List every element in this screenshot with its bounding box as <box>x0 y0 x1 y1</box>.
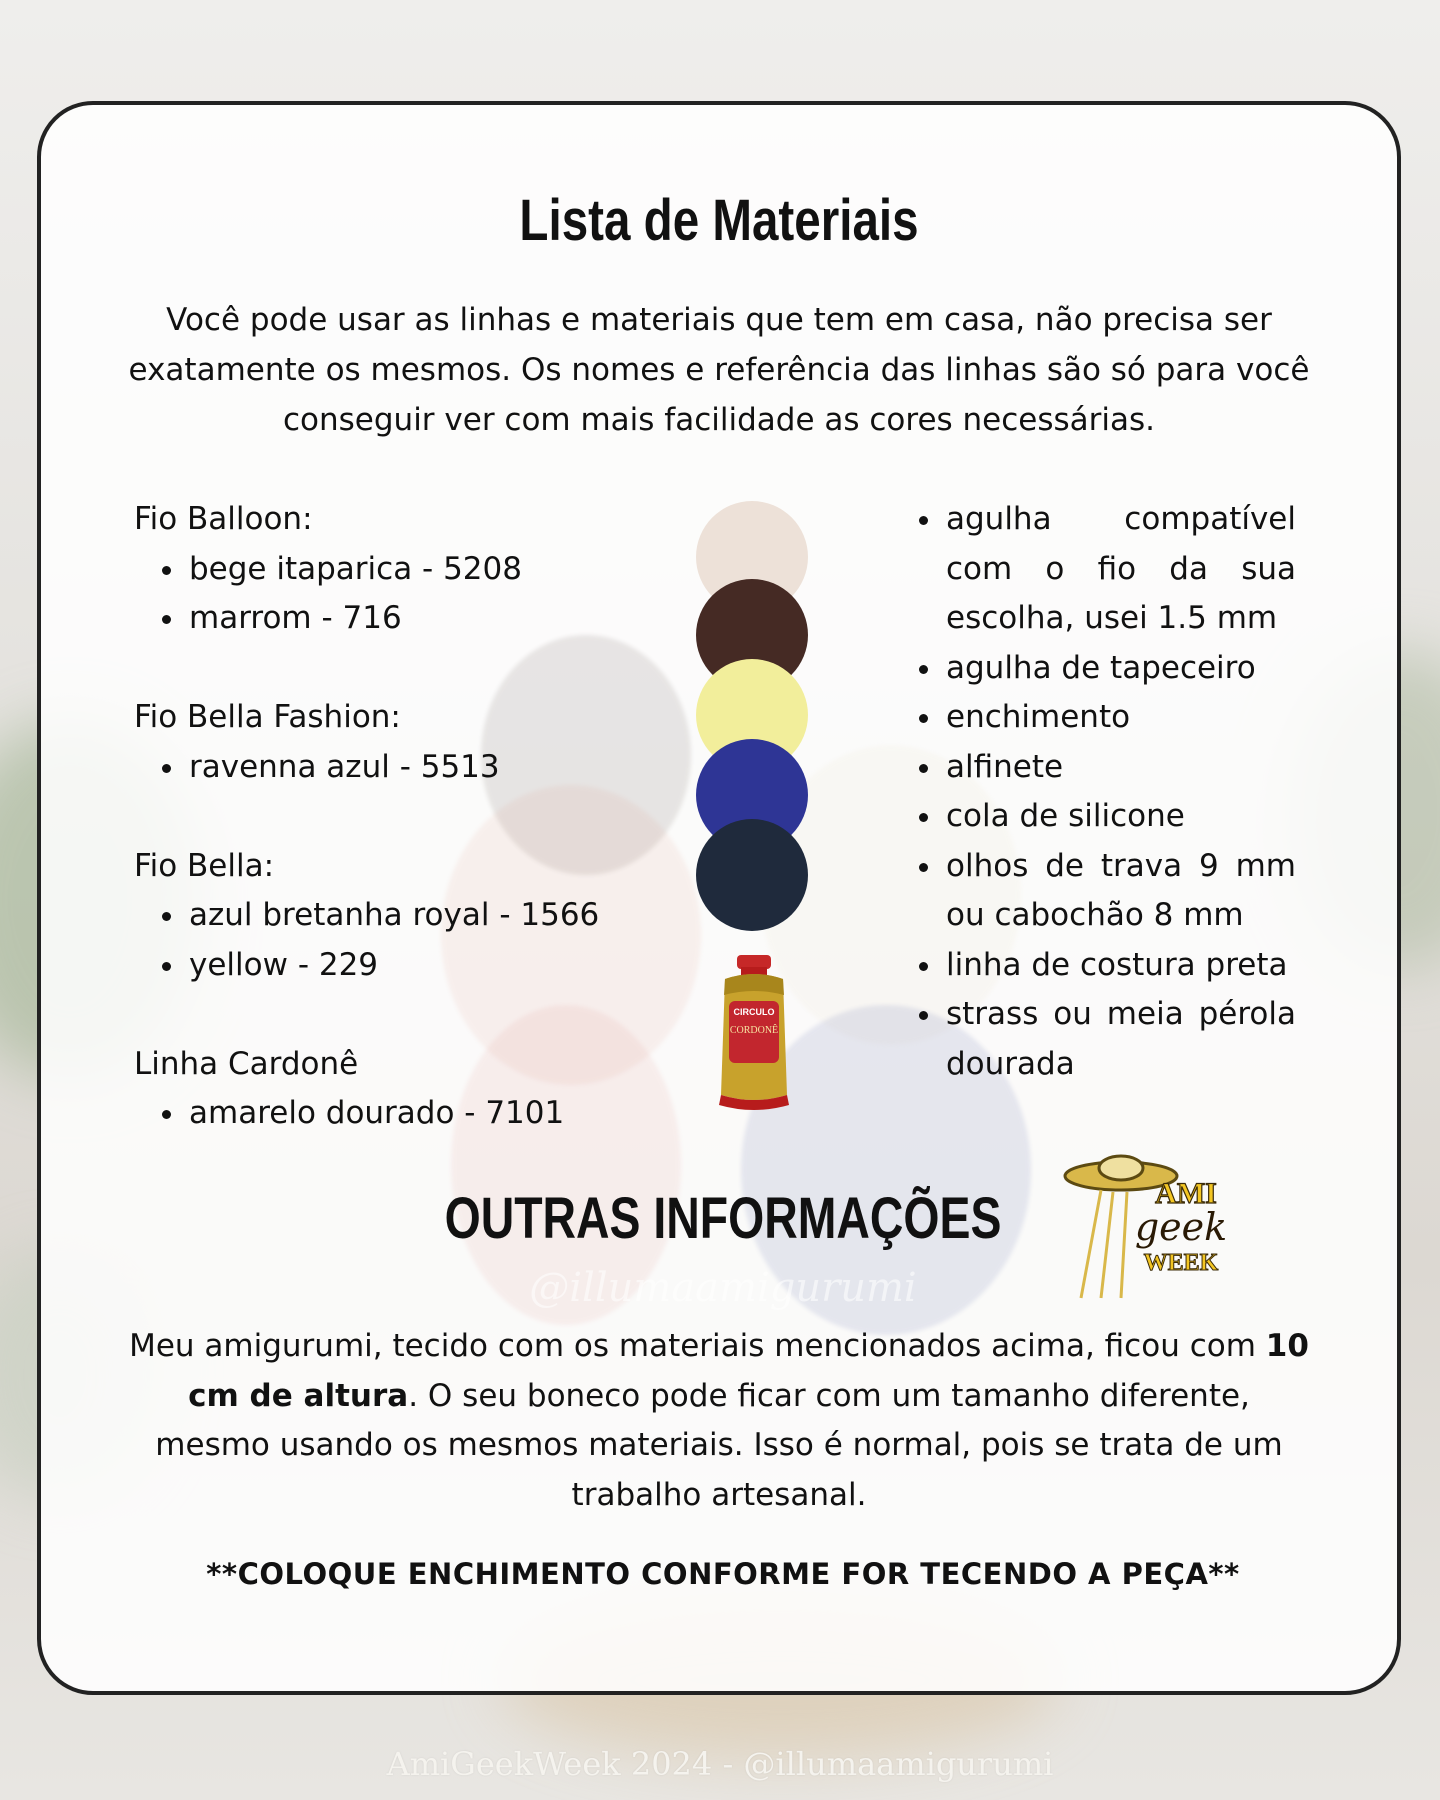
info-highlight: 10 cm de altura <box>188 1328 1309 1414</box>
list-item: marrom - 716 <box>189 594 694 644</box>
color-swatches <box>696 501 810 941</box>
list-item: linha de costura preta <box>946 941 1296 991</box>
spool-name: CORDONÊ <box>729 1025 779 1036</box>
list-item: bege itaparica - 5208 <box>189 545 694 595</box>
list-item: yellow - 229 <box>189 941 694 991</box>
info-text: Meu amigurumi, tecido com os materiais mencionados acima, ficou com <box>129 1328 1266 1364</box>
list-item: azul bretanha royal - 1566 <box>189 891 694 941</box>
list-item: olhos de trava 9 mm ou cabochão 8 mm <box>946 842 1296 941</box>
stuffing-note: **COLOQUE ENCHIMENTO CONFORME FOR TECENDO A PEÇA** <box>206 1557 1240 1591</box>
section-title: OUTRAS INFORMAÇÕES <box>444 1186 1002 1251</box>
spool-brand: CIRCULO <box>733 1007 775 1017</box>
list-item: alfinete <box>946 743 1296 793</box>
logo-line2: geek <box>1134 1205 1228 1249</box>
yarn-group <box>134 495 694 644</box>
materials-card <box>37 101 1401 1695</box>
watermark: @illumaamigurumi <box>529 1265 917 1311</box>
info-text: . O seu boneco pode ficar com um tamanho diferente, mesmo usando os mesmos materiais. Isso é normal, pois se trata de um trabalho artesanal. <box>155 1377 1283 1513</box>
logo-line3: WEEK <box>1143 1250 1219 1276</box>
list-item: agulha de tapeceiro <box>946 644 1296 694</box>
yarn-group-title: Fio Balloon: <box>134 501 313 537</box>
yarn-list <box>134 495 694 1188</box>
list-item: agulha compatível com o fio da sua escolha, usei 1.5 mm <box>946 495 1296 644</box>
yarn-group <box>134 693 694 792</box>
list-item: ravenna azul - 5513 <box>189 743 694 793</box>
list-item: amarelo dourado - 7101 <box>189 1089 694 1139</box>
info-paragraph <box>126 1322 1312 1520</box>
page-title: Lista de Materiais <box>519 188 919 253</box>
materials-list <box>946 495 1296 1089</box>
yarn-group-title: Fio Bella: <box>134 847 275 884</box>
list-item: enchimento <box>946 693 1296 743</box>
yarn-group-title: Linha Cardonê <box>134 1045 359 1082</box>
logo-line1: AMI <box>1155 1177 1217 1210</box>
list-item: cola de silicone <box>946 792 1296 842</box>
list-item: strass ou meia pérola dourada <box>946 990 1296 1089</box>
intro-text: Você pode usar as linhas e materiais que tem em casa, não precisa ser exatamente os mesmos. Os nomes e referência das linhas são só para você conseguir ver com mais facilidade as cores necessárias. <box>128 302 1310 438</box>
thread-spool-icon <box>711 955 797 1113</box>
yarn-group <box>134 1040 694 1139</box>
yarn-group <box>134 842 694 991</box>
footer-credit: AmiGeekWeek 2024 - @illumaamigurumi <box>386 1745 1054 1783</box>
color-swatch <box>696 819 808 931</box>
yarn-group-title: Fio Bella Fashion: <box>134 699 401 735</box>
